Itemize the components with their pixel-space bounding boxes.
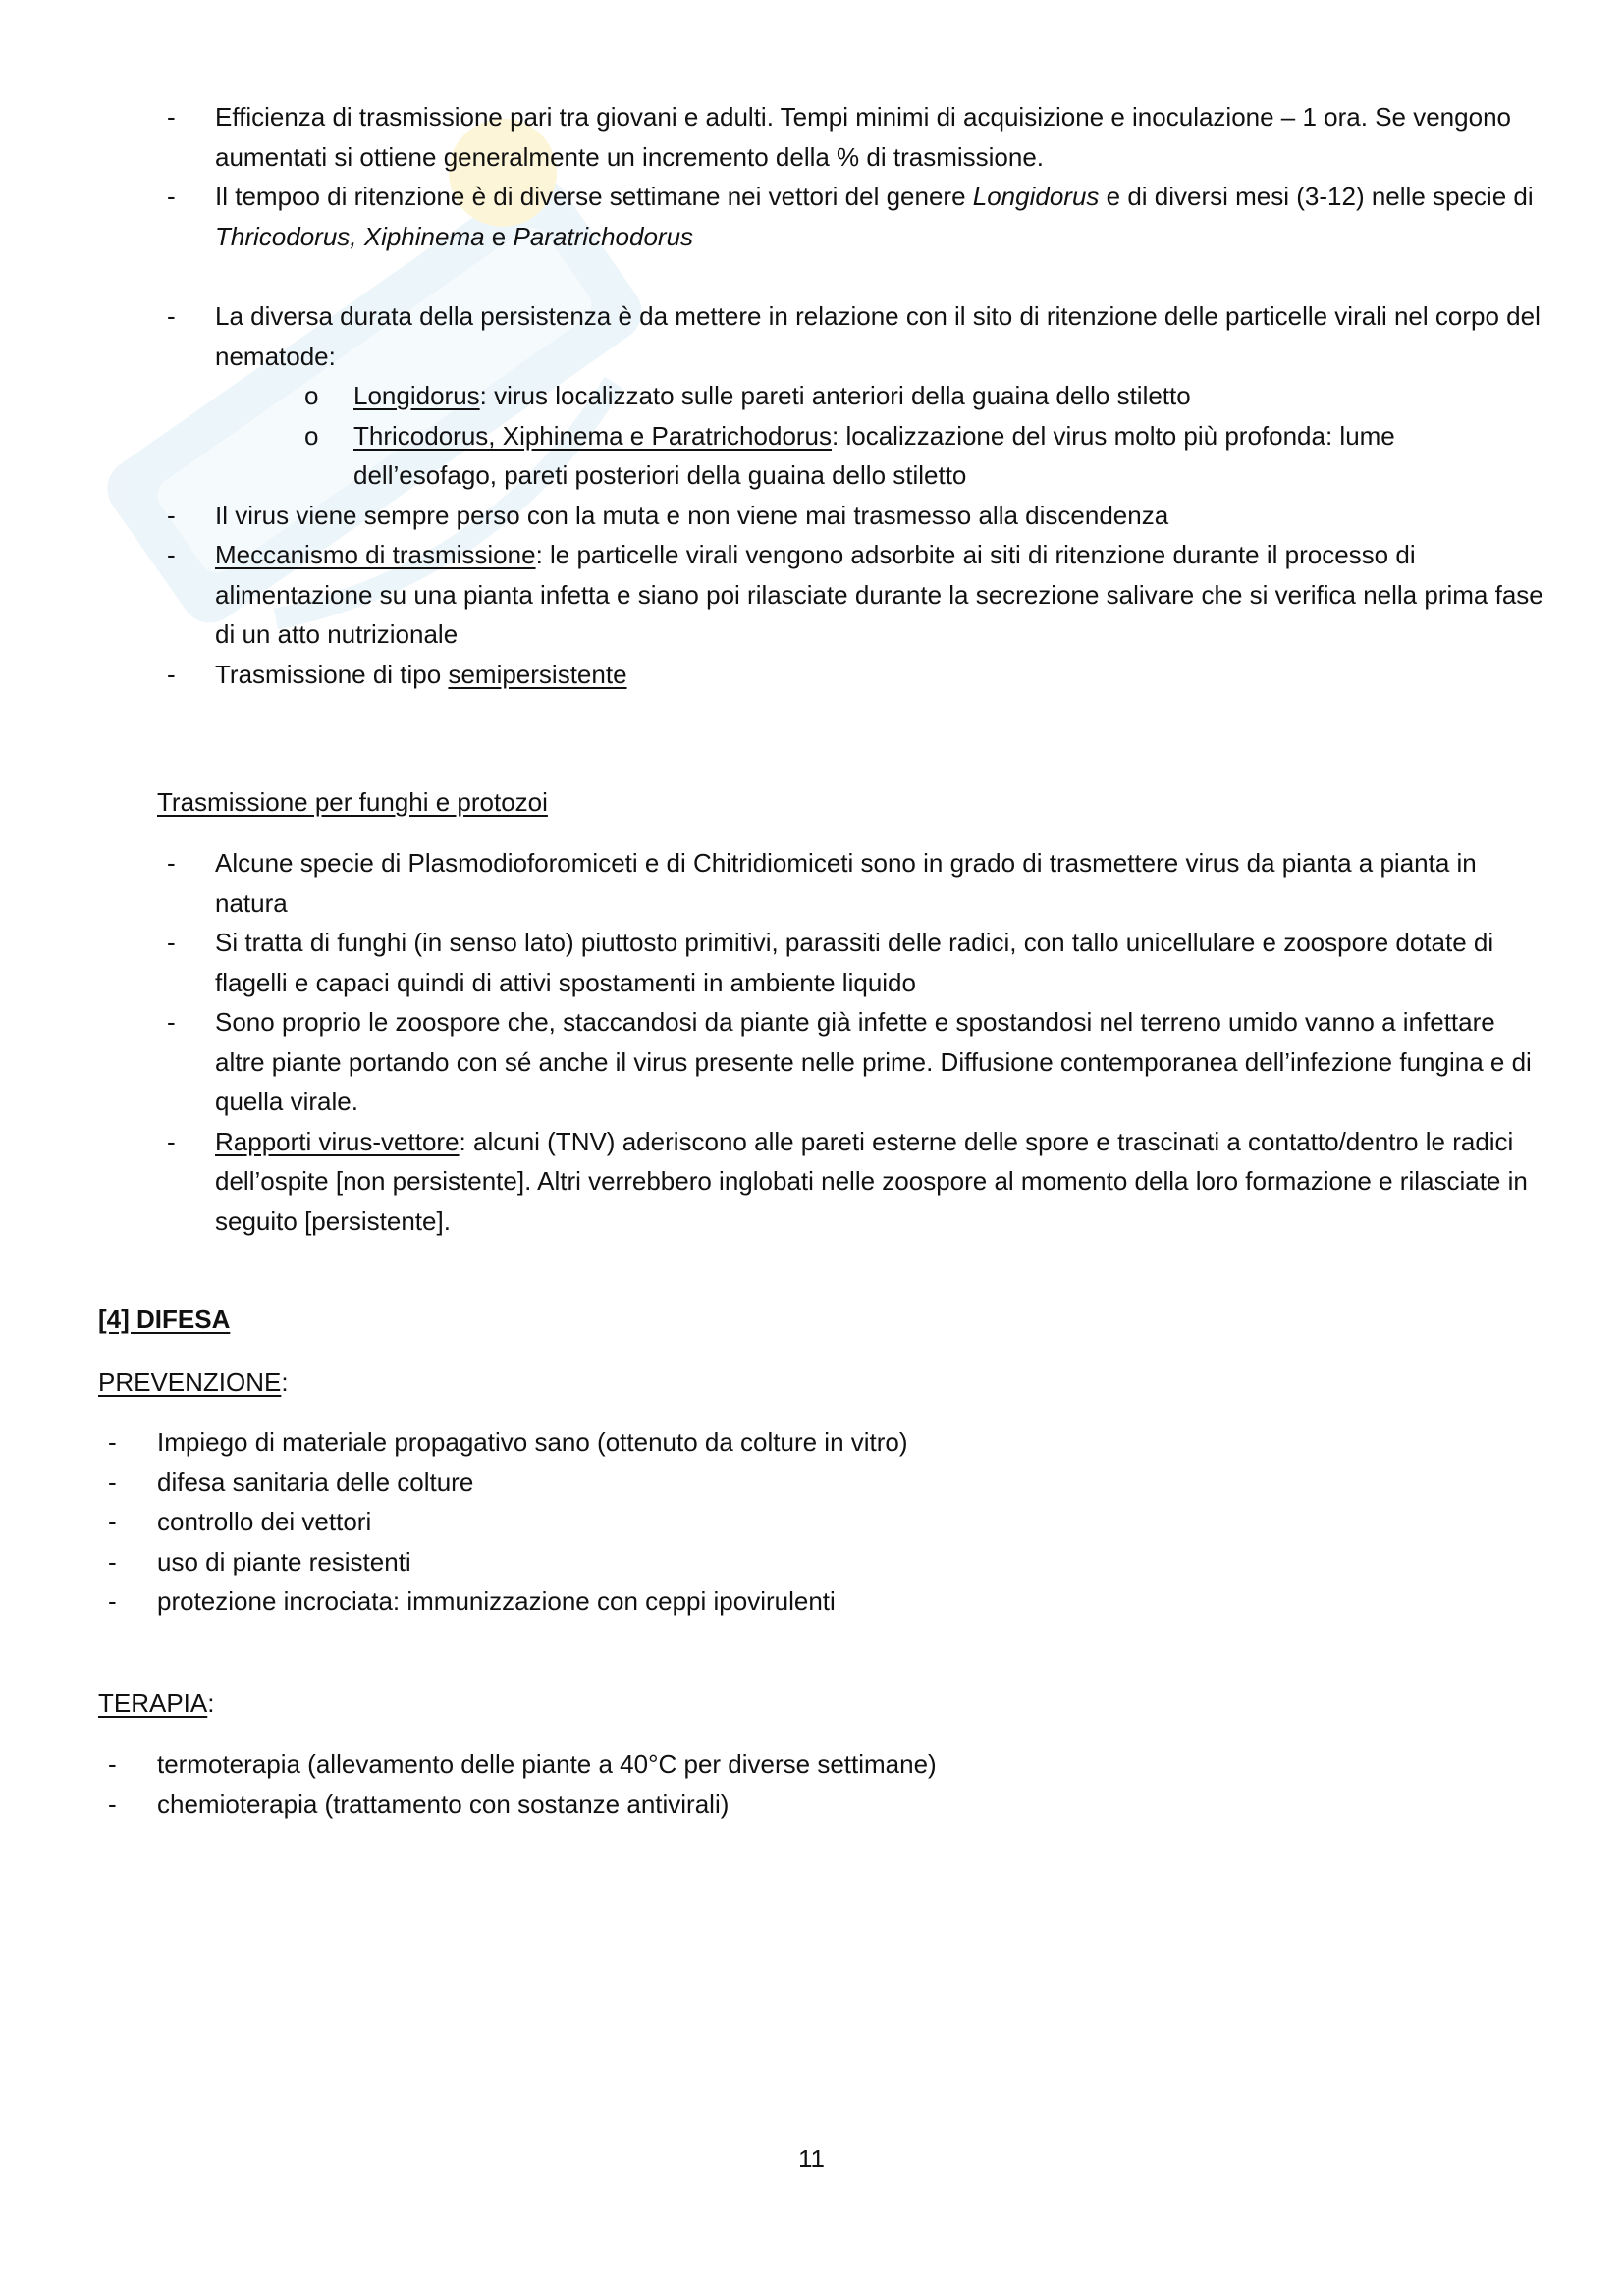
list-item (0, 1463, 1623, 1503)
list-item (0, 1422, 1623, 1463)
dash-marker: - (167, 540, 176, 569)
italic-genus: Longidorus (972, 182, 1100, 211)
list-item (0, 923, 1623, 1002)
dash-marker: - (108, 1789, 117, 1819)
item-text: termoterapia (allevamento delle piante a 40°C per diverse settimane) (157, 1749, 937, 1779)
list-item (0, 496, 1623, 536)
item-text: Si tratta di funghi (in senso lato) piuttosto primitivi, parassiti delle radici, con tallo unicellulare e zoospore dotate di flagelli e capaci quindi di attivi spostamenti in ambiente liquido (215, 928, 1494, 997)
dash-marker: - (167, 500, 176, 530)
dash-marker: - (108, 1427, 117, 1457)
list-item (0, 1502, 1623, 1542)
dash-marker: - (108, 1749, 117, 1779)
item-text: chemioterapia (trattamento con sostanze antivirali) (157, 1789, 730, 1819)
italic-genus: Paratrichodorus (513, 221, 694, 251)
list-item (0, 1744, 1623, 1785)
list-item (0, 1542, 1623, 1582)
bullet-marker: o (304, 420, 319, 451)
prevenzione-list (0, 1422, 1623, 1622)
dash-marker: - (167, 848, 176, 878)
item-text: difesa sanitaria delle colture (157, 1467, 474, 1497)
underlined-label: semipersistente (448, 659, 627, 689)
item-text: protezione incrociata: immunizzazione con ceppi ipovirulenti (157, 1586, 836, 1616)
item-text: Il tempoo di ritenzione è di diverse settimane nei vettori del genere Longidorus e di diversi mesi (3-12) nelle specie di Thricodorus, Xiphinema e Paratrichodorus (215, 182, 1534, 251)
dash-marker: - (108, 1507, 117, 1536)
retention-list (0, 97, 1623, 256)
list-item (0, 1122, 1623, 1242)
italic-genus: Thricodorus, Xiphinema (215, 221, 485, 251)
underlined-label: Meccanismo di trasmissione (215, 540, 536, 569)
section-heading-difesa: [4] DIFESA (98, 1305, 231, 1334)
item-text: Impiego di materiale propagativo sano (ottenuto da colture in vitro) (157, 1427, 908, 1457)
dash-marker: - (167, 1007, 176, 1037)
dash-marker: - (108, 1467, 117, 1497)
dash-marker: - (108, 1546, 117, 1576)
item-text: controllo dei vettori (157, 1507, 372, 1536)
dash-marker: - (167, 928, 176, 957)
section-heading-funghi: Trasmissione per funghi e protozoi (157, 787, 548, 817)
dash-marker: - (167, 301, 176, 331)
list-item (0, 843, 1623, 923)
sub-list-item (0, 416, 1623, 496)
list-item (0, 1785, 1623, 1825)
underlined-label: Longidorus (353, 381, 480, 410)
dash-marker: - (167, 659, 176, 689)
item-text: uso di piante resistenti (157, 1546, 411, 1576)
item-text: Rapporti virus-vettore: alcuni (TNV) aderiscono alle pareti esterne delle spore e trascinati a contatto/dentro le radici dell’ospite [non persistente]. Altri verrebbero inglobati nelle zoospore al momento della loro formazione e rilasciate in seguito [persistente]. (215, 1126, 1528, 1236)
list-item (0, 97, 1623, 177)
item-text: Trasmissione di tipo semipersistente (215, 659, 627, 689)
item-text: Meccanismo di trasmissione: le particelle virali vengono adsorbite ai siti di ritenzione durante il processo di alimentazione su una pianta infetta e siano poi rilasciate durante la secrezione salivare che si verifica nella prima fase di un atto nutrizionale (215, 540, 1543, 649)
prevenzione-heading: PREVENZIONE: (98, 1367, 289, 1397)
dash-marker: - (167, 102, 176, 132)
sub-list-item (0, 376, 1623, 416)
item-text: Longidorus: virus localizzato sulle pareti anteriori della guaina dello stiletto (353, 381, 1191, 410)
item-text: Il virus viene sempre perso con la muta e non viene mai trasmesso alla discendenza (215, 500, 1169, 530)
persistence-list (0, 296, 1623, 694)
funghi-list (0, 843, 1623, 1241)
bullet-marker: o (304, 381, 319, 410)
list-item (0, 1002, 1623, 1122)
list-item (0, 1581, 1623, 1622)
item-text: Thricodorus, Xiphinema e Paratrichodorus: localizzazione del virus molto più profonda: lume dell’esofago, pareti posteriori della guaina dello stiletto (353, 420, 1395, 490)
terapia-heading: TERAPIA: (98, 1688, 215, 1718)
item-text: Alcune specie di Plasmodioforomiceti e di Chitridiomiceti sono in grado di trasmettere virus da pianta a pianta in natura (215, 848, 1477, 918)
underlined-label: Rapporti virus-vettore (215, 1126, 460, 1156)
underlined-label: Thricodorus, Xiphinema e Paratrichodorus (353, 420, 833, 451)
item-text: Efficienza di trasmissione pari tra giovani e adulti. Tempi minimi di acquisizione e inoculazione – 1 ora. Se vengono aumentati si ottiene generalmente un incremento della % di trasmissione. (215, 102, 1511, 172)
item-text: Sono proprio le zoospore che, staccandosi da piante già infette e spostandosi nel terreno umido vanno a infettare altre piante portando con sé anche il virus presente nelle prime. Diffusione contemporanea dell’infezione fungina e di quella virale. (215, 1007, 1532, 1116)
list-item (0, 655, 1623, 695)
item-text: La diversa durata della persistenza è da mettere in relazione con il sito di ritenzione delle particelle virali nel corpo del nematode: (215, 301, 1541, 371)
terapia-list (0, 1744, 1623, 1824)
list-item (0, 177, 1623, 256)
dash-marker: - (108, 1586, 117, 1616)
list-item (0, 296, 1623, 376)
list-item (0, 535, 1623, 655)
page-number: 11 (798, 2144, 825, 2173)
dash-marker: - (167, 182, 176, 211)
dash-marker: - (167, 1126, 176, 1156)
